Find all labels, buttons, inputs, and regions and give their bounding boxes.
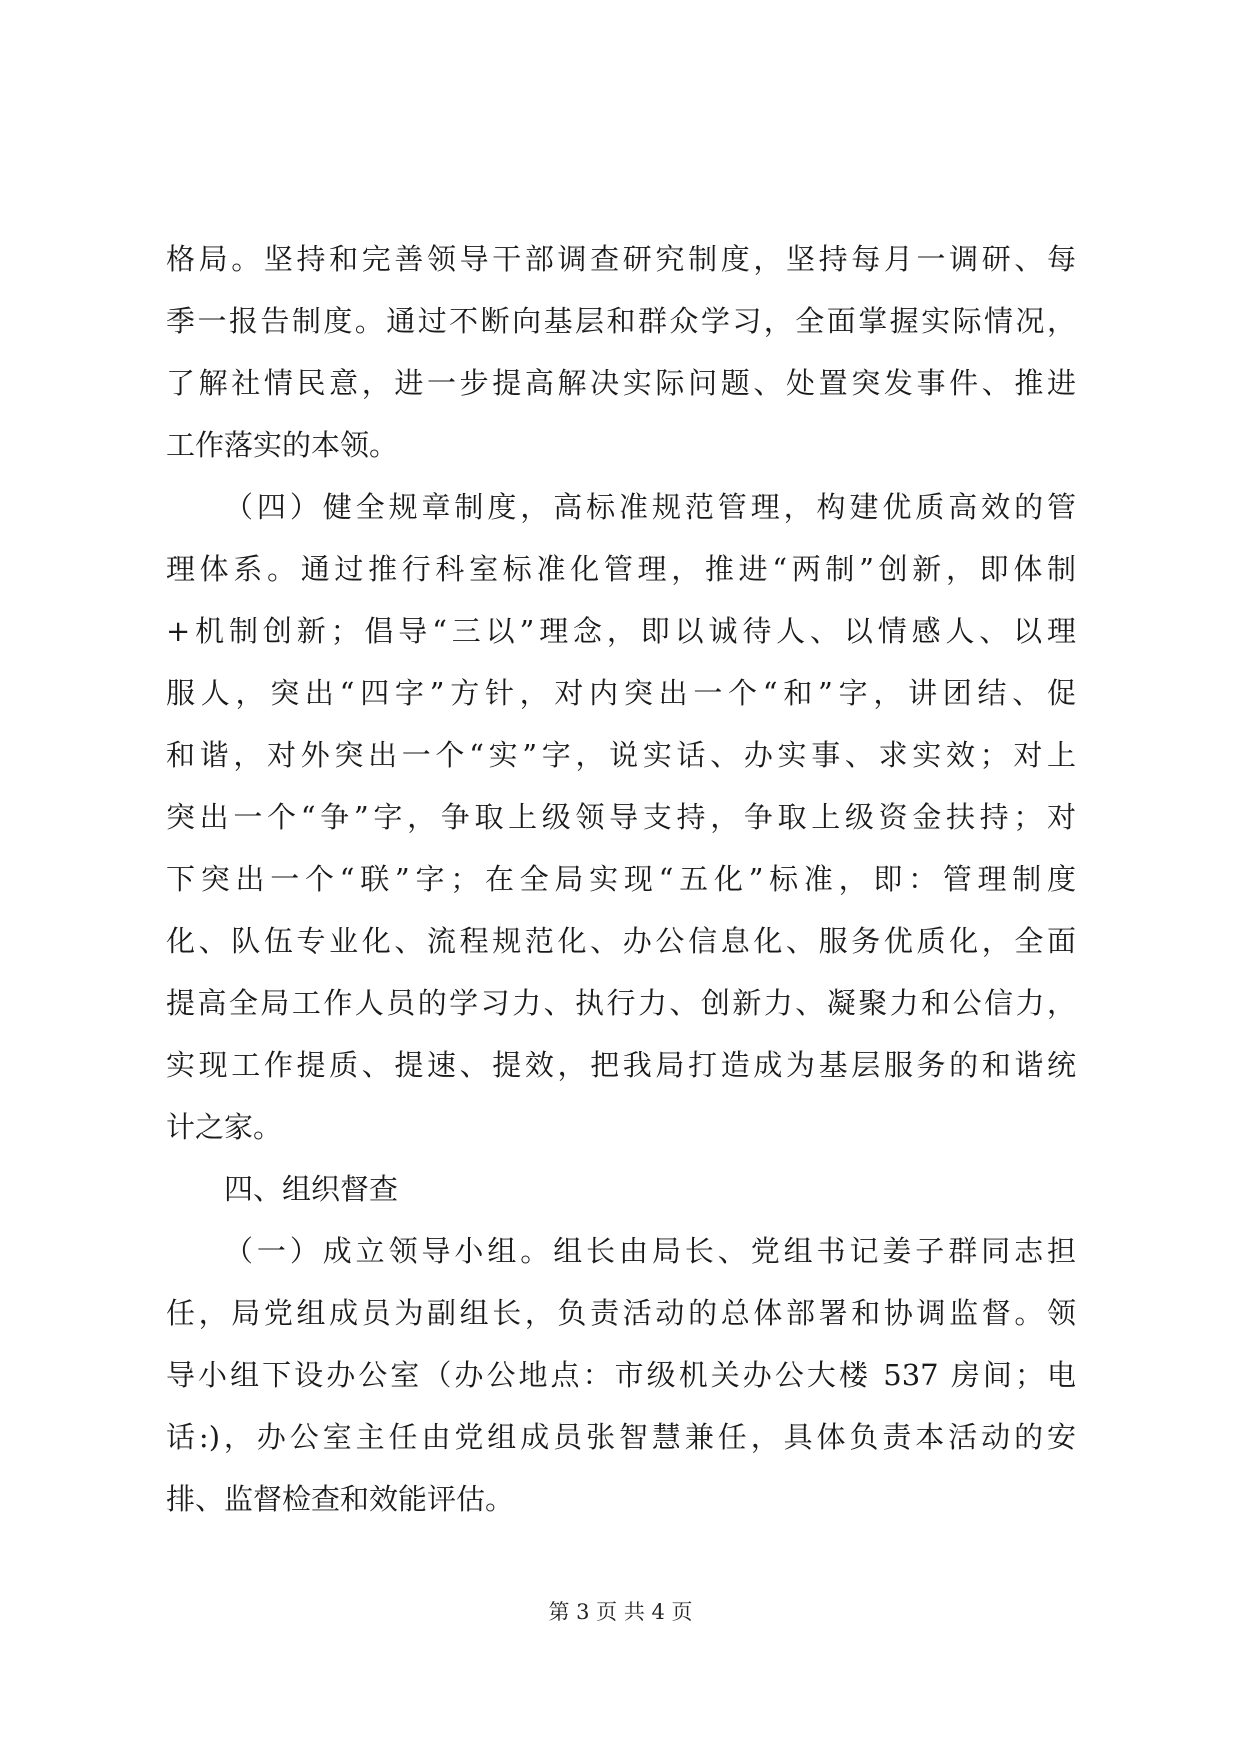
text-line: 导小组下设办公室（办公地点：市级机关办公大楼 537 房间；电	[166, 1358, 1076, 1392]
text-line: 提高全局工作人员的学习力、执行力、创新力、凝聚力和公信力，	[166, 986, 1076, 1020]
text-line: 季一报告制度。通过不断向基层和群众学习，全面掌握实际情况，	[166, 304, 1076, 338]
page-number-footer: 第 3 页 共 4 页	[548, 1600, 693, 1624]
text-line: 突出一个“争”字，争取上级领导支持，争取上级资金扶持；对	[166, 800, 1076, 834]
text-line: 话:)，办公室主任由党组成员张智慧兼任，具体负责本活动的安	[166, 1420, 1076, 1454]
text-line: 工作落实的本领。	[166, 428, 399, 462]
text-line: 理体系。通过推行科室标准化管理，推进“两制”创新，即体制	[166, 552, 1076, 586]
text-line: 实现工作提质、提速、提效，把我局打造成为基层服务的和谐统	[166, 1048, 1076, 1082]
section-heading: 四、组织督查	[224, 1172, 399, 1206]
text-line: +机制创新；倡导“三以”理念，即以诚待人、以情感人、以理	[166, 614, 1076, 648]
text-line: 格局。坚持和完善领导干部调查研究制度，坚持每月一调研、每	[166, 242, 1076, 276]
text-line: 下突出一个“联”字；在全局实现“五化”标准，即：管理制度	[166, 862, 1076, 896]
text-line: 化、队伍专业化、流程规范化、办公信息化、服务优质化，全面	[166, 924, 1076, 958]
text-line: 和谐，对外突出一个“实”字，说实话、办实事、求实效；对上	[166, 738, 1076, 772]
text-line: （一）成立领导小组。组长由局长、党组书记姜子群同志担	[224, 1234, 1076, 1268]
text-line: 了解社情民意，进一步提高解决实际问题、处置突发事件、推进	[166, 366, 1076, 400]
text-line: 服人，突出“四字”方针，对内突出一个“和”字，讲团结、促	[166, 676, 1076, 710]
text-line: 计之家。	[166, 1110, 283, 1144]
document-body	[166, 228, 1076, 1530]
text-line: 排、监督检查和效能评估。	[166, 1482, 515, 1516]
text-line: （四）健全规章制度，高标准规范管理，构建优质高效的管	[224, 490, 1076, 524]
text-line: 任，局党组成员为副组长，负责活动的总体部署和协调监督。领	[166, 1296, 1076, 1330]
